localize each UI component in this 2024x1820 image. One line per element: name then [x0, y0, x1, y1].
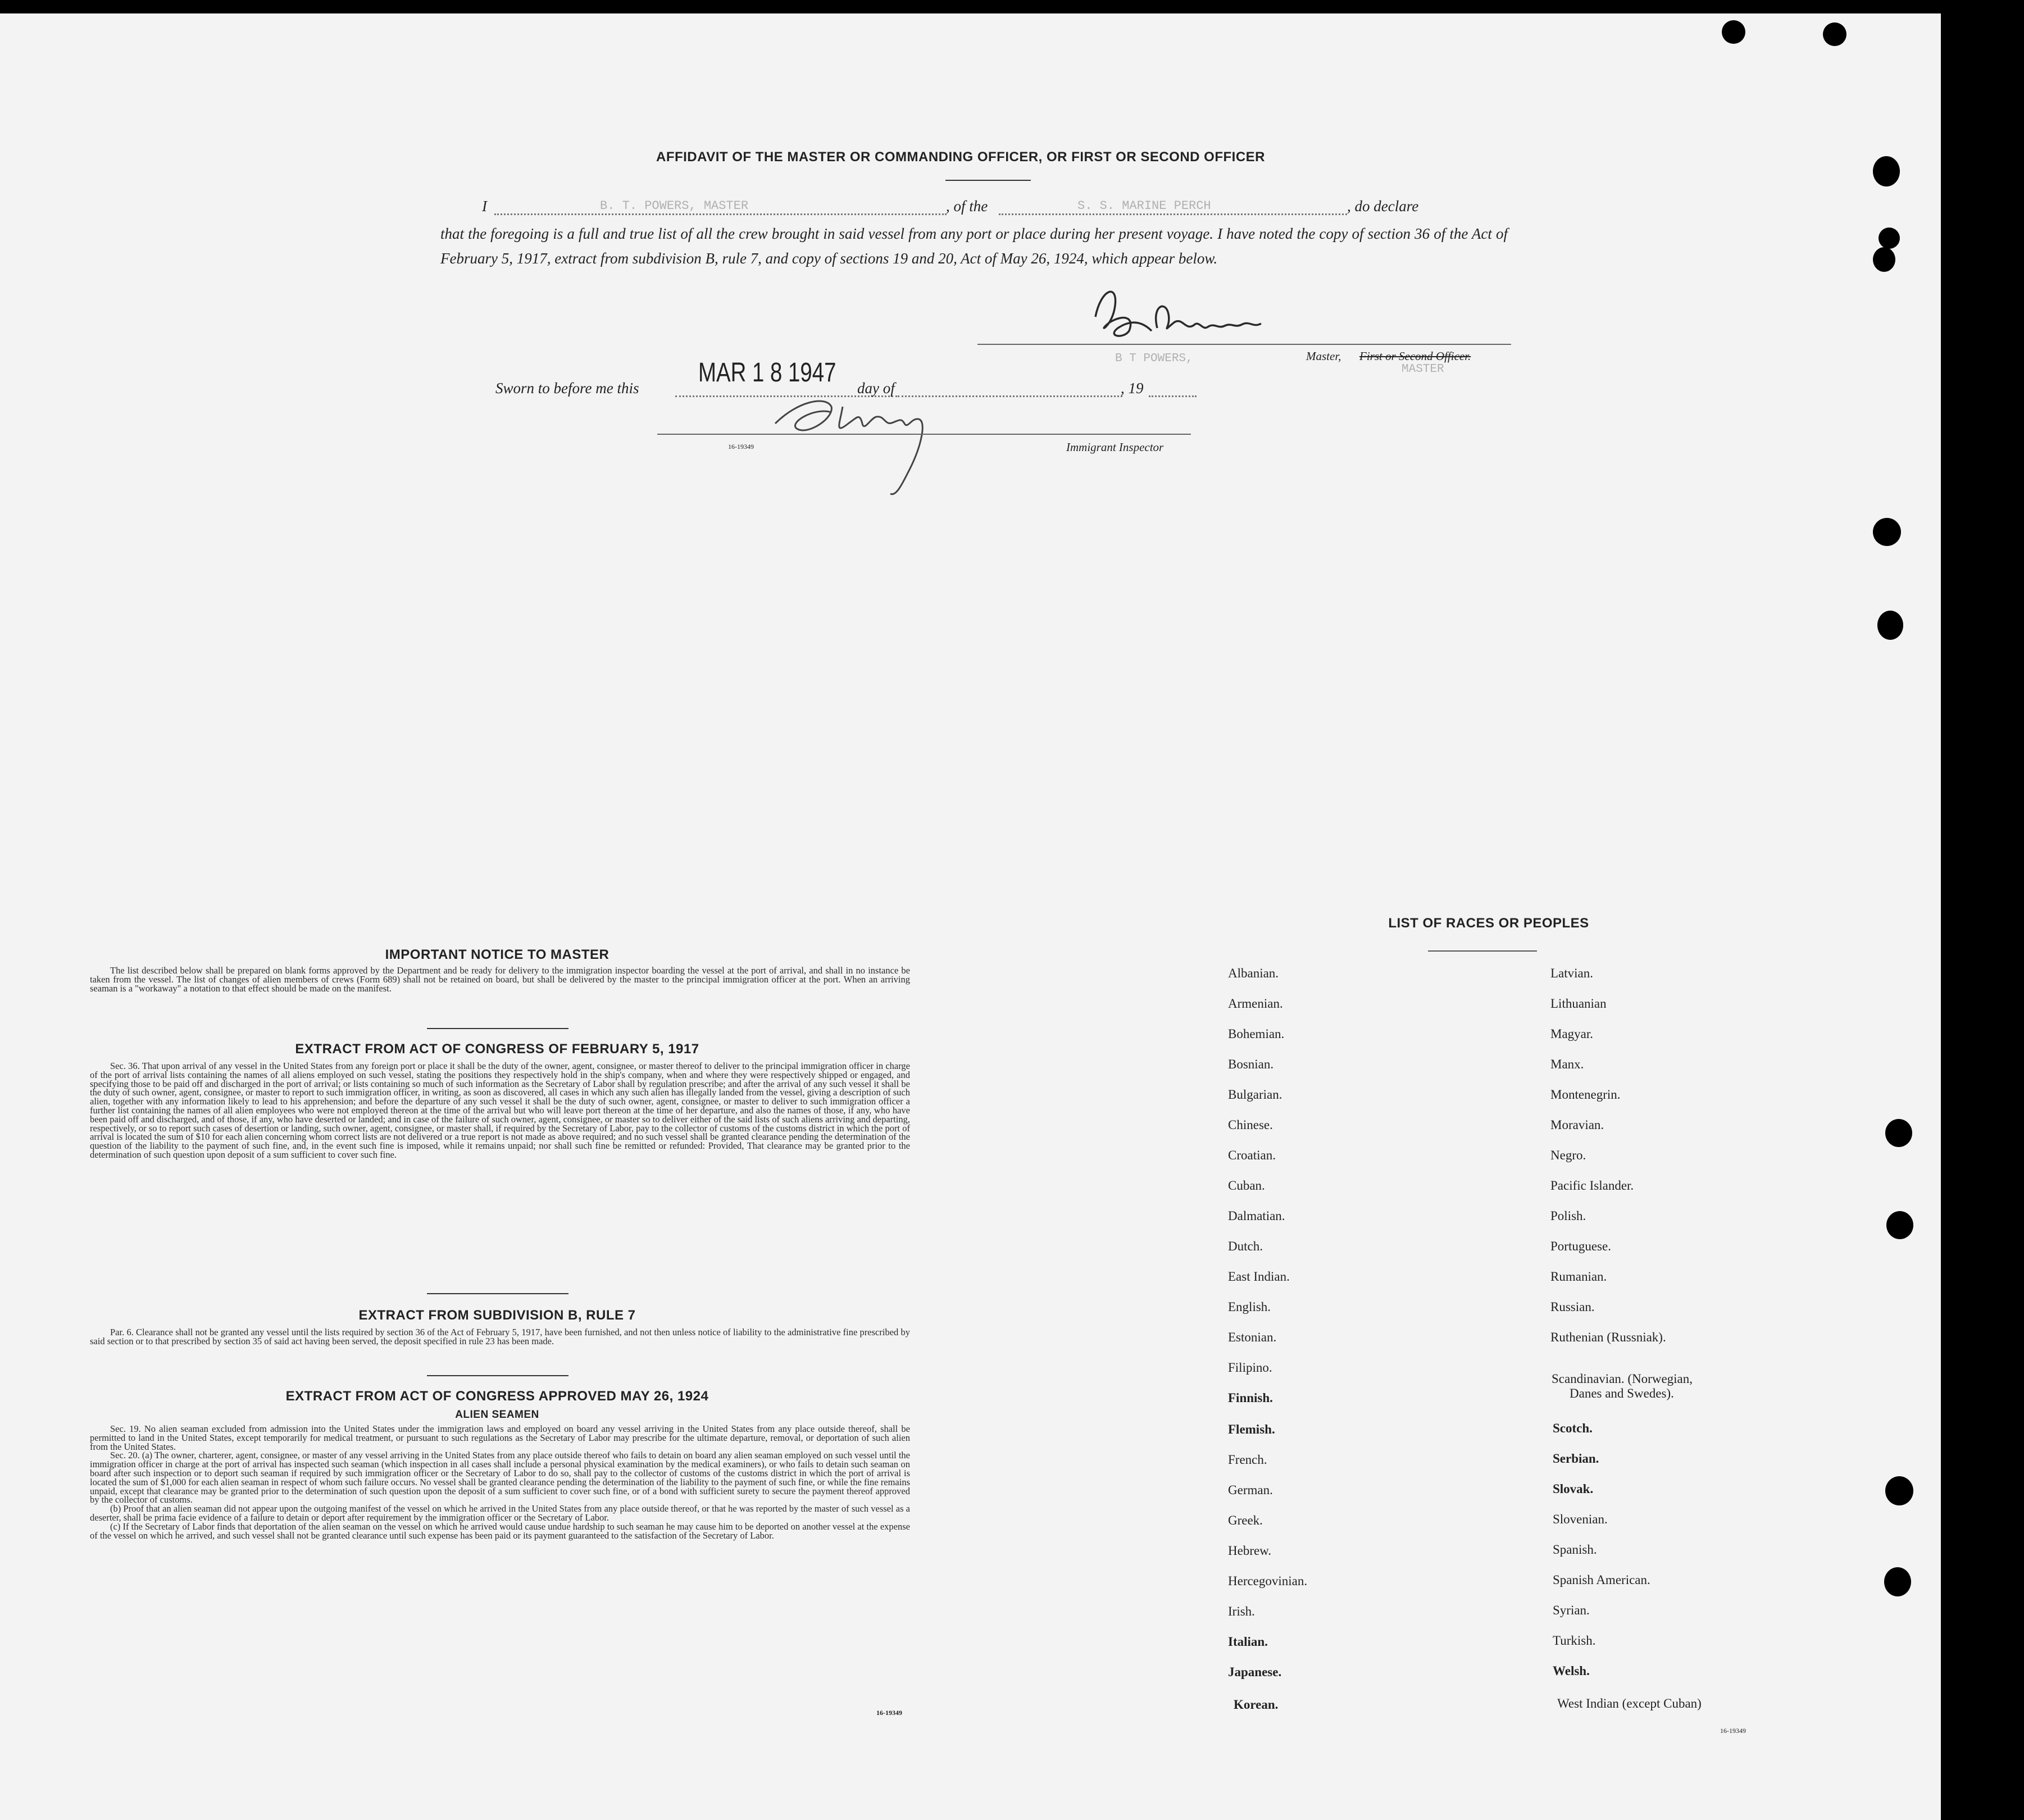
divider	[427, 1293, 568, 1294]
vessel-name-field: S. S. MARINE PERCH	[1077, 199, 1211, 213]
name-field-line	[494, 213, 947, 215]
punch-hole-icon	[1823, 22, 1846, 46]
race-item: Cuban.	[1228, 1179, 1265, 1193]
race-item: Albanian.	[1228, 966, 1279, 980]
declaration-body: that the foregoing is a full and true list of all the crew brought in said vessel from any port or place during her present voyage. I have noted the copy of section 36 of the Act of February 5, 1917, extract from subdivision B, rule 7, and copy of sections 19 and 20, Act of May 26, 1924, which appear below.	[440, 225, 1508, 267]
race-item: Japanese.	[1228, 1665, 1282, 1679]
rule-7-text	[90, 1328, 910, 1346]
divider	[945, 180, 1031, 181]
alien-seamen-subtitle: ALIEN SEAMEN	[455, 1409, 539, 1421]
section-19-paragraph: Sec. 19. No alien seaman excluded from admission into the United States under the immigration laws and employed on board any vessel arriving in the United States from any place outside thereof, shall be permitted to land in the United States, except temporarily for medical treatment, or pursuant to such regulations as the Secretary of Labor may prescribe for the ultimate departure, removal, or deportation of such alien from the United States.	[90, 1423, 910, 1452]
punch-hole-icon	[1884, 1567, 1911, 1596]
section-36-paragraph: Sec. 36. That upon arrival of any vessel in the United States from any foreign port or place it shall be the duty of the owner, agent, consignee, or master thereof to deliver to the principal immigration officer in charge of the port of arrival lists containing the names of all aliens employed on such vessel, stating the positions they respectively hold in the ship's company, when and where they were respectively shipped or engaged, and specifying those to be paid off and discharged in the port of arrival; or lists containing so much of such information as the Secretary of Labor shall by regulation prescribe; and after the arrival of any such vessel it shall be the duty of such owner, agent, consignee, or master to report to such immigration officer, in writing, as soon as discovered, all cases in which any such alien has illegally landed from the vessel, giving a description of such alien, together with any information likely to lead to his apprehension; and before the departure of any such vessel it shall be the duty of such owner, agent, consignee, or master to deliver to such immigration officer a further list containing the names of all alien employees who were not employed thereon at the time of the arrival but who will leave port thereon at the time of her departure, and also the names of those, if any, who have been paid off and discharged, and of those, if any, who have deserted or landed; and in case of the failure of such owner, agent, consignee, or master so to deliver either of the said lists of such aliens arriving and departing, respectively, or so to report such cases of desertion or landing, such owner, agent, consignee, or master shall, if required by the Secretary of Labor, pay to the collector of customs of the customs district in which the port of arrival is located the sum of $10 for each alien concerning whom correct lists are not delivered or a true report is not made as above required; and no such vessel shall be granted clearance pending the determination of the question of the liability to the payment of such fine, and, in the event such fine is imposed, while it remains unpaid; nor shall such fine be remitted or refunded: Provided, That clearance may be granted prior to the determination of such question upon deposit of a sum sufficient to cover such fine.	[90, 1061, 910, 1160]
race-item: Finnish.	[1228, 1391, 1273, 1405]
form-number: 16-19349	[1720, 1727, 1746, 1735]
year-label: , 19	[1121, 380, 1144, 397]
punch-hole-icon	[1886, 1211, 1913, 1239]
sworn-label: Sworn to before me this	[495, 380, 639, 397]
race-item: Syrian.	[1553, 1603, 1590, 1617]
race-item: Rumanian.	[1550, 1270, 1607, 1284]
race-item: West Indian (except Cuban)	[1557, 1696, 1702, 1710]
punch-hole-icon	[1873, 247, 1895, 272]
race-item: Bosnian.	[1228, 1057, 1274, 1071]
divider	[427, 1028, 568, 1029]
punch-hole-icon	[1873, 518, 1901, 546]
race-item: East Indian.	[1228, 1270, 1290, 1284]
race-item: Filipino.	[1228, 1361, 1272, 1375]
affidavit-title: AFFIDAVIT OF THE MASTER OR COMMANDING OFFICER, OR FIRST OR SECOND OFFICER	[656, 149, 1266, 165]
race-item: Estonian.	[1228, 1330, 1277, 1344]
race-item: Bohemian.	[1228, 1027, 1285, 1041]
notice-paragraph: The list described below shall be prepared on blank forms approved by the Department and be ready for delivery to the immigration inspector boarding the vessel at the port of arrival, and shall in no instance be taken from the vessel. The list of changes of alien members of crews (Form 689) shall not be retained on board, but shall be delivered by the master to the principal immigration officer at the port. When an arriving seaman is a "workaway" a notation to that effect should be made on the manifest.	[90, 965, 910, 994]
year-line	[1149, 395, 1197, 397]
race-item: Pacific Islander.	[1550, 1179, 1634, 1193]
race-item: Hebrew.	[1228, 1544, 1272, 1558]
race-item: Armenian.	[1228, 997, 1283, 1011]
race-item: Latvian.	[1550, 966, 1593, 980]
section-20a-paragraph: Sec. 20. (a) The owner, charterer, agent, consignee, or master of any vessel arriving in the United States from any place outside thereof who fails to detain on board any alien seaman employed on such vessel until the immigration officer in charge at the port of arrival has inspected such seaman (which inspection in all cases shall include a personal physical examination by the medical examiners), or who fails to detain such seaman on board after such inspection or to deport such seaman if required by such immigration officer or the Secretary of Labor to do so, shall pay to the collector of customs of the customs district in which the port of arrival is located the sum of $1,000 for each alien seaman in respect of whom such failure occurs. No vessel shall be granted clearance pending the determination of the liability to the payment of such fine, or while the fine remains unpaid, except that clearance may be granted prior to the determination of such question upon the deposit of a sum sufficient to cover such fine, or of a bond with sufficient surety to secure the payment thereof approved by the collector of customs.	[90, 1450, 910, 1505]
race-item: Spanish American.	[1553, 1573, 1650, 1587]
race-item-continuation: Danes and Swedes).	[1570, 1386, 1674, 1400]
race-item: Russian.	[1550, 1300, 1595, 1314]
rule-7-title: EXTRACT FROM SUBDIVISION B, RULE 7	[358, 1308, 636, 1323]
do-declare-label: , do declare	[1347, 198, 1419, 215]
notice-title: IMPORTANT NOTICE TO MASTER	[385, 947, 610, 962]
divider	[1428, 950, 1537, 952]
race-item: Korean.	[1234, 1698, 1279, 1712]
declaration-line	[482, 198, 1510, 220]
master-label: Master,	[1306, 349, 1341, 363]
race-item: Slovak.	[1553, 1482, 1594, 1496]
punch-hole-icon	[1722, 20, 1745, 44]
punch-hole-icon	[1885, 1119, 1912, 1147]
race-item: Flemish.	[1228, 1422, 1275, 1436]
punch-hole-icon	[1873, 156, 1900, 186]
of-the-label: , of the	[946, 198, 988, 215]
race-item: Chinese.	[1228, 1118, 1273, 1132]
master-name-field: B. T. POWERS, MASTER	[600, 199, 749, 213]
race-item: Turkish.	[1553, 1634, 1596, 1648]
day-of-label: day of	[857, 380, 895, 397]
section-20c-paragraph: (c) If the Secretary of Labor finds that deportation of the alien seaman on the vessel on which he arrived would cause undue hardship to such seaman he may cause him to be deported on another vessel at the expense of the vessel on which he arrived, and such vessel shall not be granted clearance until such expense has been paid or its payment guaranteed to the satisfaction of the Secretary of Labor.	[90, 1521, 910, 1541]
race-item: Magyar.	[1550, 1027, 1594, 1041]
race-item: Welsh.	[1553, 1664, 1590, 1678]
race-item: English.	[1228, 1300, 1271, 1314]
extract-1917-text	[90, 1062, 910, 1159]
vessel-field-line	[999, 213, 1347, 215]
race-item: Lithuanian	[1550, 997, 1607, 1011]
form-number: 16-19349	[876, 1709, 902, 1717]
race-item: Montenegrin.	[1550, 1088, 1621, 1102]
extract-1924-text	[90, 1425, 910, 1540]
rule-7-paragraph: Par. 6. Clearance shall not be granted any vessel until the lists required by section 36 of the Act of February 5, 1917, have been furnished, and not then unless notice of liability to the administrative fine prescribed by said section or to that prescribed by section 35 of said act having been served, the deposit specified in rule 23 has been made.	[90, 1327, 910, 1346]
punch-hole-icon	[1877, 611, 1903, 640]
divider	[427, 1375, 568, 1376]
signature-line	[977, 344, 1511, 345]
race-item: Slovenian.	[1553, 1512, 1608, 1526]
race-item: German.	[1228, 1483, 1273, 1497]
race-item: Ruthenian (Russniak).	[1550, 1330, 1666, 1344]
race-item: Croatian.	[1228, 1148, 1276, 1162]
race-item: Dutch.	[1228, 1239, 1263, 1253]
extract-1917-title: EXTRACT FROM ACT OF CONGRESS OF FEBRUARY 5, 1917	[295, 1041, 699, 1057]
race-item: Portuguese.	[1550, 1239, 1611, 1253]
race-item: Manx.	[1550, 1057, 1584, 1071]
inspector-label: Immigrant Inspector	[1066, 440, 1164, 454]
race-item: Serbian.	[1553, 1452, 1599, 1466]
form-number: 16-19349	[728, 443, 754, 451]
date-stamp: MAR 1 8 1947	[698, 358, 836, 388]
punch-hole-icon	[1879, 228, 1900, 249]
section-20b-paragraph: (b) Proof that an alien seaman did not appear upon the outgoing manifest of the vessel on which he arrived in the United States from any place outside thereof, or that he was reported by the master of such vessel as a deserter, shall be prima facie evidence of a failure to detain or deport after requirement by the immigration officer or the Secretary of Labor.	[90, 1503, 910, 1523]
race-item: Irish.	[1228, 1604, 1255, 1618]
races-title: LIST OF RACES OR PEOPLES	[1388, 916, 1589, 931]
inspector-signature-line	[657, 434, 1191, 435]
punch-hole-icon	[1885, 1476, 1913, 1505]
race-item: Hercegovinian.	[1228, 1574, 1308, 1588]
race-item: French.	[1228, 1453, 1267, 1467]
i-label: I	[482, 198, 487, 215]
race-item: Bulgarian.	[1228, 1088, 1282, 1102]
race-item: Italian.	[1228, 1635, 1268, 1649]
extract-1924-title: EXTRACT FROM ACT OF CONGRESS APPROVED MAY 26, 1924	[285, 1389, 709, 1404]
notice-text	[90, 966, 910, 993]
master-signature	[1084, 283, 1275, 351]
race-item: Polish.	[1550, 1209, 1586, 1223]
document-page	[0, 13, 1941, 1820]
race-item: Scandinavian. (Norwegian,	[1552, 1372, 1693, 1386]
inspector-signature	[764, 384, 961, 497]
race-item: Moravian.	[1550, 1118, 1604, 1132]
race-item: Scotch.	[1553, 1421, 1593, 1435]
typed-master-rank: MASTER	[1402, 363, 1444, 376]
officer-label-struck: First or Second Officer.	[1359, 349, 1471, 363]
race-item: Spanish.	[1553, 1543, 1597, 1557]
race-item: Negro.	[1550, 1148, 1586, 1162]
typed-master-name: B T POWERS,	[1115, 352, 1193, 365]
race-item: Dalmatian.	[1228, 1209, 1285, 1223]
race-item: Greek.	[1228, 1513, 1263, 1527]
